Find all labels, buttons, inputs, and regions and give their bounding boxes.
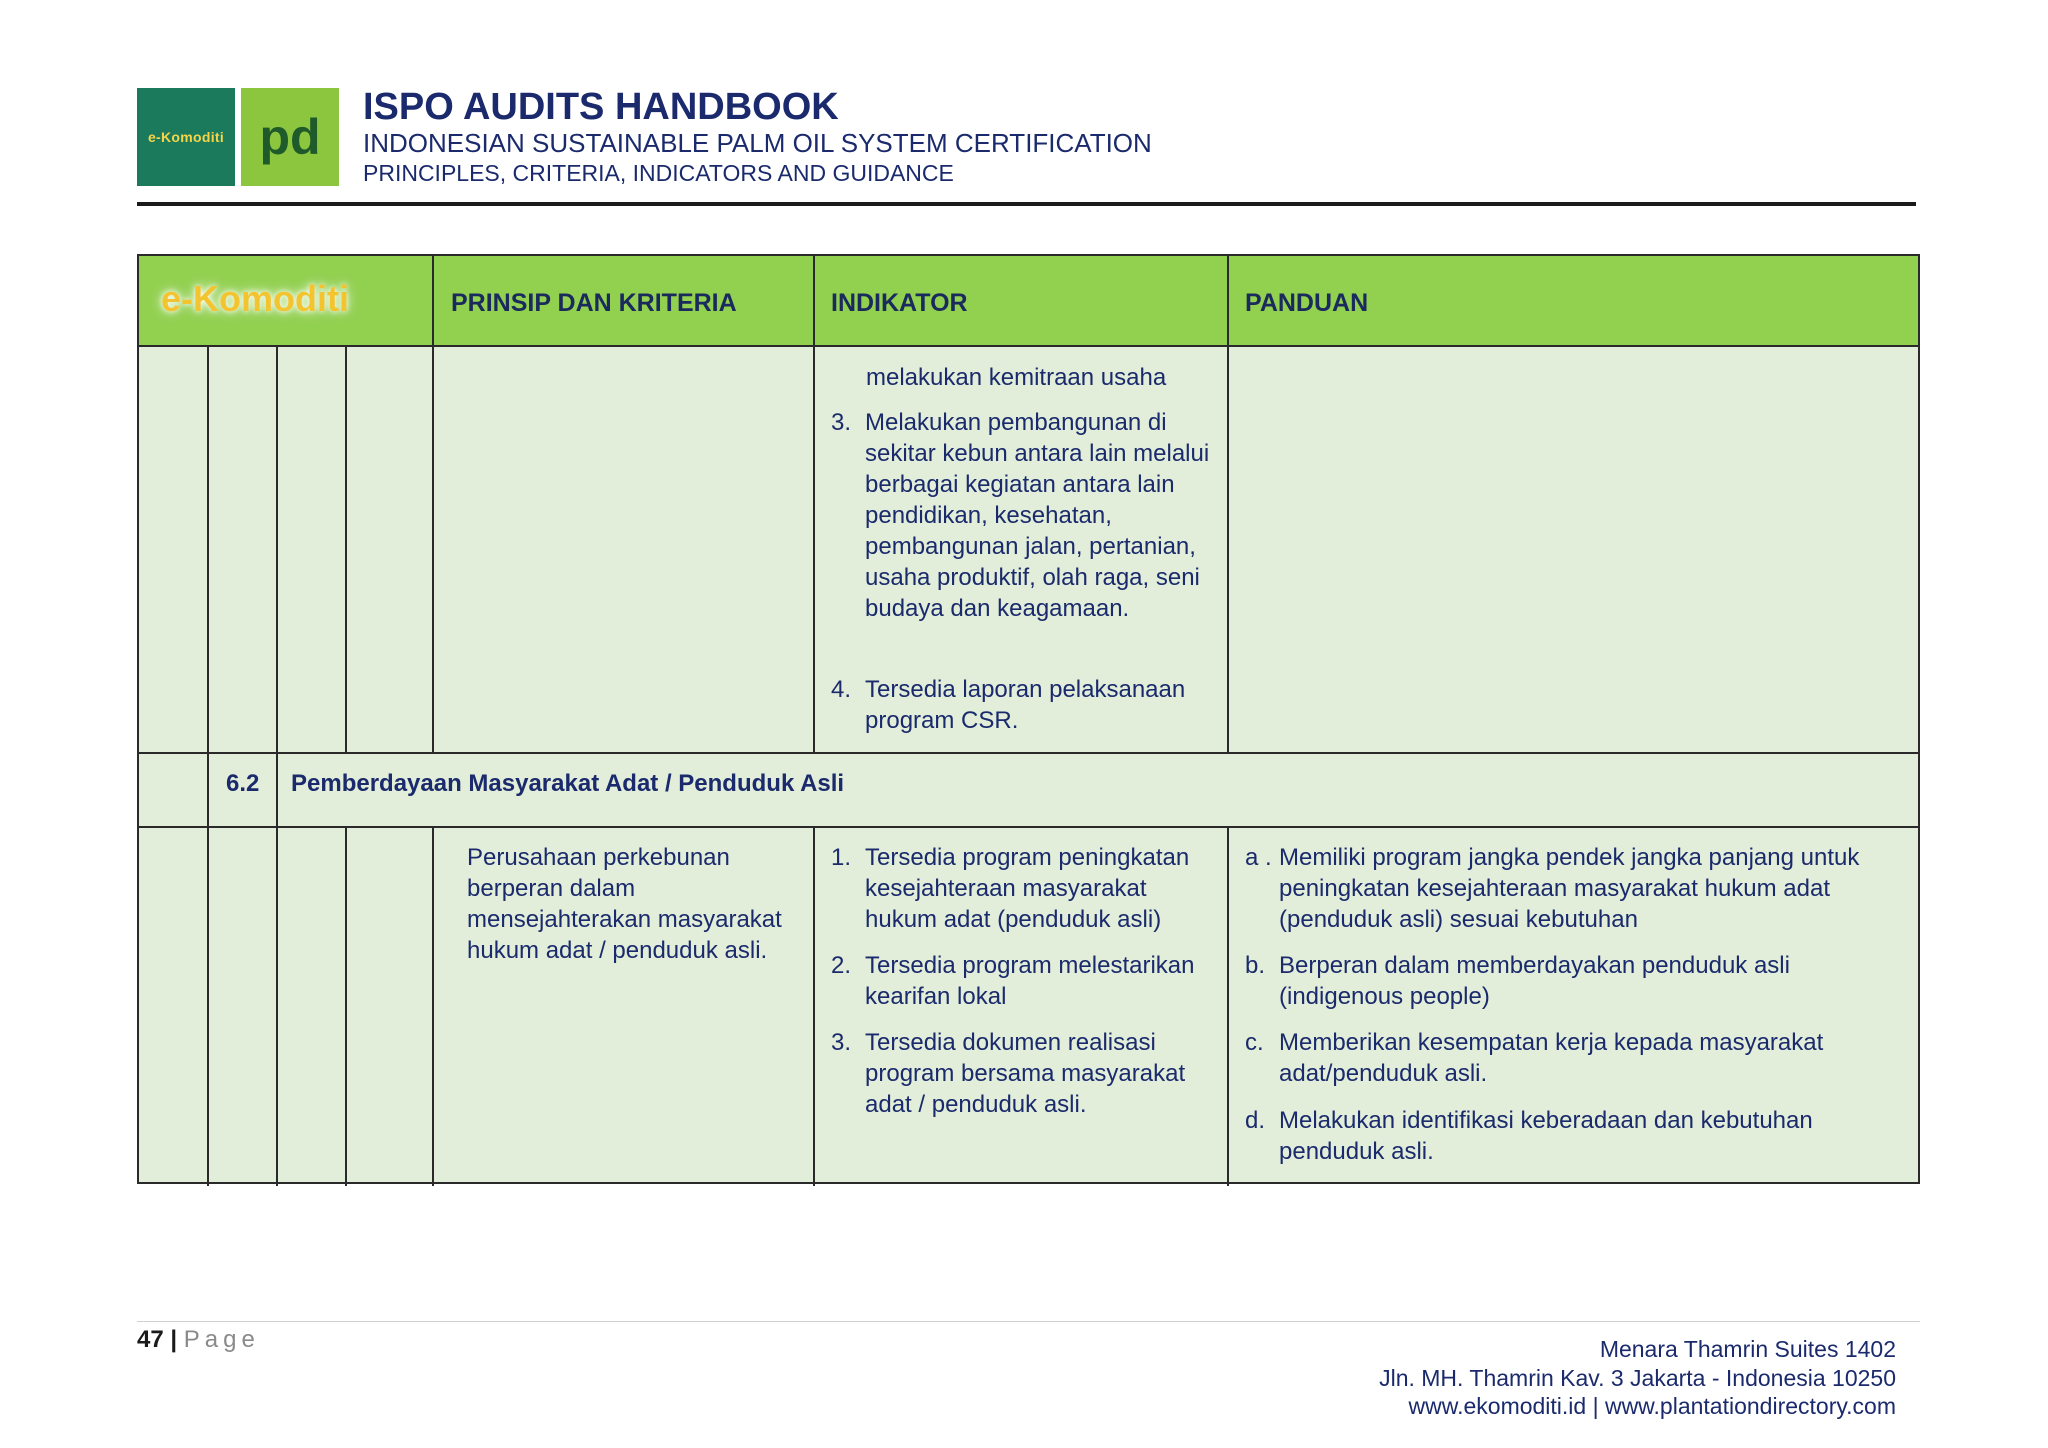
pd-logo-text: pd — [259, 109, 321, 165]
ekomoditi-logo — [137, 88, 235, 186]
col-divider — [345, 347, 347, 752]
document-title: ISPO AUDITS HANDBOOK — [363, 86, 839, 128]
list-item-number: 3. — [831, 1029, 852, 1056]
list-item-letter: b. — [1245, 952, 1266, 979]
list-item-number: 3. — [831, 409, 852, 436]
table-logo: e-Komoditi — [161, 278, 349, 319]
list-item-text: Melakukan identifikasi keberadaan dan kebutuhan penduduk asli. — [1279, 1107, 1813, 1165]
col-divider — [813, 826, 815, 1186]
col-divider — [432, 347, 434, 752]
col-divider — [1227, 347, 1229, 752]
document-subtitle-1: INDONESIAN SUSTAINABLE PALM OIL SYSTEM CERTIFICATION — [363, 128, 1152, 158]
col-divider — [813, 347, 815, 752]
list-item — [1245, 950, 1905, 1012]
list-item — [1245, 1105, 1905, 1167]
col-divider — [207, 347, 209, 1186]
col-divider — [432, 826, 434, 1186]
page-number-value: 47 — [137, 1326, 164, 1353]
list-item-number: 1. — [831, 844, 852, 871]
footer-divider — [137, 1321, 1920, 1322]
list-item-text: Tersedia program peningkatan kesejahteraan masyarakat hukum adat (penduduk asli) — [865, 844, 1190, 933]
page-label: Page — [183, 1326, 260, 1353]
document-subtitle-2: PRINCIPLES, CRITERIA, INDICATORS AND GUIDANCE — [363, 160, 954, 186]
col-divider — [276, 752, 278, 1186]
indikator-continuation-text: melakukan kemitraan usaha — [866, 364, 1167, 391]
list-item-letter: d. — [1245, 1107, 1266, 1134]
address-line-2: Jln. MH. Thamrin Kav. 3 Jakarta - Indonesia 10250 — [1379, 1365, 1896, 1391]
list-item-letter: a . — [1245, 844, 1272, 871]
list-item — [1245, 1027, 1905, 1089]
list-item-number: 4. — [831, 676, 852, 703]
col-divider — [1227, 826, 1229, 1186]
list-item-letter: c. — [1245, 1029, 1264, 1056]
list-item — [831, 1027, 1216, 1120]
list-item-text: Memiliki program jangka pendek jangka panjang untuk peningkatan kesejahteraan masyarakat hukum adat (penduduk asli) sesuai kebutuhan — [1279, 844, 1860, 933]
website-links[interactable]: www.ekomoditi.id | www.plantationdirectory.com — [1408, 1393, 1896, 1419]
list-item — [831, 407, 1216, 655]
page-number — [137, 1326, 260, 1354]
col-divider — [813, 256, 815, 347]
col-divider — [345, 826, 347, 1186]
list-item — [831, 842, 1216, 935]
list-item — [831, 950, 1216, 1012]
header-indikator: INDIKATOR — [831, 289, 968, 317]
plantation-directory-logo — [241, 88, 339, 186]
row-divider — [139, 752, 1918, 754]
criteria-table — [137, 254, 1920, 1184]
row-divider — [139, 826, 1918, 828]
col-divider — [1227, 256, 1229, 347]
col-divider — [432, 256, 434, 347]
address-line-1: Menara Thamrin Suites 1402 — [1599, 1336, 1896, 1362]
section-number: 6.2 — [226, 770, 260, 797]
ekomoditi-logo-text: e-Komoditi — [147, 129, 225, 145]
kriteria-text: Perusahaan perkebunan berperan dalam mensejahterakan masyarakat hukum adat / penduduk asli. — [467, 844, 782, 964]
col-divider — [276, 347, 278, 752]
list-item-number: 2. — [831, 952, 852, 979]
page-header — [137, 86, 1916, 206]
list-item-text: Melakukan pembangunan di sekitar kebun antara lain melalui berbagai kegiatan antara lain pendidikan, kesehatan, pembangunan jalan, pertanian, usaha produktif, olah raga, seni budaya dan keagamaan. — [865, 409, 1210, 622]
list-item-text: Memberikan kesempatan kerja kepada masyarakat adat/penduduk asli. — [1279, 1029, 1824, 1087]
list-item-text: Berperan dalam memberdayakan penduduk asli (indigenous people) — [1279, 952, 1790, 1010]
list-item-text: Tersedia program melestarikan kearifan lokal — [865, 952, 1195, 1010]
section-title: Pemberdayaan Masyarakat Adat / Penduduk Asli — [291, 770, 845, 797]
list-item — [831, 674, 1216, 736]
table-header-row — [139, 256, 1918, 347]
list-item-text: Tersedia dokumen realisasi program bersama masyarakat adat / penduduk asli. — [865, 1029, 1186, 1118]
header-panduan: PANDUAN — [1245, 289, 1369, 317]
page-number-separator: | — [170, 1326, 178, 1353]
header-prinsip-dan-kriteria: PRINSIP DAN KRITERIA — [451, 289, 737, 317]
list-item-text: Tersedia laporan pelaksanaan program CSR. — [865, 676, 1186, 734]
list-item — [1245, 842, 1905, 935]
